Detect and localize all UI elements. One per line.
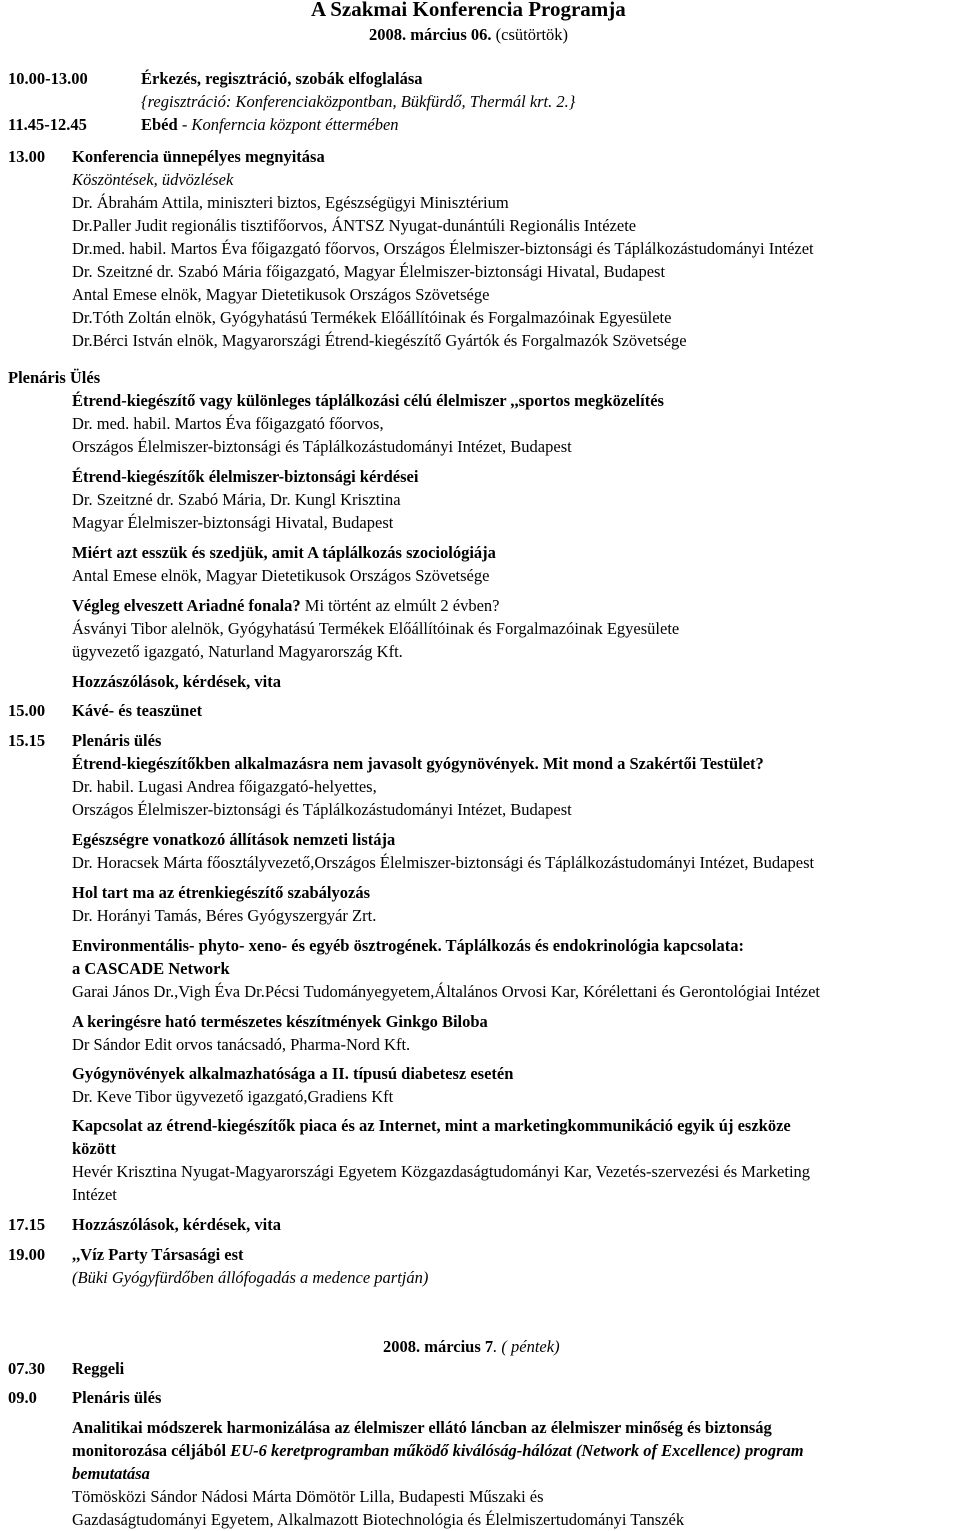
plenary-heading: Plenáris Ülés (8, 368, 101, 387)
day1-weekday: (csütörtök) (491, 25, 569, 44)
talk2-title: Étrend-kiegészítők élelmiszer-biztonsági kérdései (72, 467, 419, 486)
talk4-title-rest: Mi történt az elmúlt 2 évben? (300, 596, 500, 615)
talk11-speaker: Hevér Krisztina Nyugat-Magyarországi Egyetem Közgazdaságtudományi Kar, Vezetés-szervezési és Marketing (72, 1162, 811, 1181)
talk8-title-line2: a CASCADE Network (72, 959, 230, 978)
talk10-title: Gyógynövények alkalmazhatósága a II. típusú diabetesz esetén (72, 1064, 514, 1083)
day2-talk1-line2-italic: EU-6 keretprogramban működő kiválóság-hálózat (Network of Excellence) program (226, 1441, 804, 1460)
talk11-speaker-cont: Intézet (72, 1185, 117, 1204)
note-registration: {regisztráció: Konferenciaközpontban, Bükfürdő, Thermál krt. 2.} (141, 92, 576, 111)
item-arrival: Érkezés, regisztráció, szobák elfoglalása (141, 69, 423, 88)
talk10-speaker: Dr. Keve Tibor ügyvezető igazgató,Gradiens Kft (72, 1087, 394, 1106)
talk9-speaker: Dr Sándor Edit orvos tanácsadó, Pharma-Nord Kft. (72, 1035, 411, 1054)
speaker-1: Dr. Ábrahám Attila, miniszteri biztos, Egészségügyi Minisztérium (72, 193, 509, 212)
item-party: ,,Víz Party Társasági est (72, 1245, 244, 1264)
note-greetings: Köszöntések, üdvözlések (72, 170, 234, 189)
speaker-2: Dr.Paller Judit regionális tisztifőorvos, ÁNTSZ Nyugat-dunántúli Regionális Intézete (72, 216, 637, 235)
talk2-affiliation: Magyar Élelmiszer-biztonsági Hivatal, Budapest (72, 513, 394, 532)
day2-talk1-authors: Tömösközi Sándor Nádosi Márta Dömötör Lilla, Budapesti Műszaki és (72, 1487, 544, 1506)
talk1-affiliation: Országos Élelmiszer-biztonsági és Táplálkozástudományi Intézet, Budapest (72, 437, 572, 456)
talk6-speaker: Dr. Horacsek Márta főosztályvezető,Országos Élelmiszer-biztonsági és Táplálkozástudományi Intézet, Budapest (72, 853, 815, 872)
speaker-4: Dr. Szeitzné dr. Szabó Mária főigazgató, Magyar Élelmiszer-biztonsági Hivatal, Budapest (72, 262, 666, 281)
talk7-title: Hol tart ma az étrenkiegészítő szabályozás (72, 883, 370, 902)
note-party: (Büki Gyógyfürdőben állófogadás a medence partján) (72, 1268, 429, 1287)
item-breakfast: Reggeli (72, 1359, 125, 1378)
day2-talk1-line1: Analitikai módszerek harmonizálása az élelmiszer ellátó láncban az élelmiszer minőség és biztonság (72, 1418, 772, 1437)
day2-talk1-line2-bold: monitorozása céljából (72, 1441, 227, 1460)
talk3-title: Miért azt esszük és szedjük, amit A táplálkozás szociológiája (72, 543, 496, 562)
speaker-7: Dr.Bérci István elnök, Magyarországi Étrend-kiegészítő Gyártók és Forgalmazók Szövetsége (72, 331, 687, 350)
talk3-speaker: Antal Emese elnök, Magyar Dietetikusok Országos Szövetsége (72, 566, 490, 585)
speaker-5: Antal Emese elnök, Magyar Dietetikusok Országos Szövetsége (72, 285, 490, 304)
document-title: A Szakmai Konferencia Programja (311, 0, 626, 21)
talk8-title-line1: Environmentális- phyto- xeno- és egyéb ösztrogének. Táplálkozás és endokrinológia kapcsolata: (72, 936, 744, 955)
talk11-title-line1: Kapcsolat az étrend-kiegészítők piaca és az Internet, mint a marketingkommunikáció egyik új eszköze (72, 1116, 791, 1135)
talk4-title (72, 594, 500, 617)
talk4-affiliation: ügyvezető igazgató, Naturland Magyarország Kft. (72, 642, 403, 661)
time-coffee: 15.00 (8, 701, 46, 720)
day1-date-bold: 2008. március 06. (369, 25, 492, 44)
talk7-speaker: Dr. Horányi Tamás, Béres Gyógyszergyár Zrt. (72, 906, 377, 925)
item-coffee: Kávé- és teaszünet (72, 701, 203, 720)
day2-date-bold: 2008. március 7 (383, 1337, 494, 1356)
talk6-title: Egészségre vonatkozó állítások nemzeti listája (72, 830, 396, 849)
time-discussion-2: 17.15 (8, 1215, 46, 1234)
discussion-1: Hozzászólások, kérdések, vita (72, 672, 281, 691)
talk9-title: A keringésre ható természetes készítmények Ginkgo Biloba (72, 1012, 488, 1031)
time-opening: 13.00 (8, 147, 46, 166)
day2-weekday: . ( péntek) (493, 1337, 560, 1356)
day2-talk1-affiliation: Gazdaságtudományi Egyetem, Alkalmazott Biotechnológia és Élelmiszertudományi Tanszék (72, 1510, 685, 1529)
item-lunch (141, 113, 399, 136)
time-plenary-2: 15.15 (8, 731, 46, 750)
talk5-speaker: Dr. habil. Lugasi Andrea főigazgató-helyettes, (72, 777, 377, 796)
time-lunch: 11.45-12.45 (8, 115, 87, 134)
time-plenary-3: 09.0 (8, 1388, 37, 1407)
talk4-speaker: Ásványi Tibor alelnök, Gyógyhatású Termékek Előállítóinak és Forgalmazóinak Egyesülete (72, 619, 680, 638)
talk8-speaker: Garai János Dr.,Vigh Éva Dr.Pécsi Tudományegyetem,Általános Orvosi Kar, Kórélettani és Gerontológiai Intézet (72, 982, 821, 1001)
talk2-speaker: Dr. Szeitzné dr. Szabó Mária, Dr. Kungl Krisztina (72, 490, 401, 509)
lunch-location: - Konferncia központ éttermében (177, 115, 399, 134)
time-arrival: 10.00-13.00 (8, 69, 88, 88)
speaker-6: Dr.Tóth Zoltán elnök, Gyógyhatású Termékek Előállítóinak és Forgalmazóinak Egyesülete (72, 308, 672, 327)
talk1-title: Étrend-kiegészítő vagy különleges táplálkozási célú élelmiszer ,,sportos megközelítés (72, 391, 664, 410)
item-plenary-2: Plenáris ülés (72, 731, 162, 750)
speaker-3: Dr.med. habil. Martos Éva főigazgató főorvos, Országos Élelmiszer-biztonsági és Táplálkozástudományi Intézet (72, 239, 814, 258)
time-breakfast: 07.30 (8, 1359, 46, 1378)
day1-date (369, 23, 568, 46)
item-opening: Konferencia ünnepélyes megnyitása (72, 147, 325, 166)
day2-talk1-line2 (72, 1439, 804, 1462)
item-discussion-2: Hozzászólások, kérdések, vita (72, 1215, 281, 1234)
talk5-title: Étrend-kiegészítőkben alkalmazásra nem javasolt gyógynövények. Mit mond a Szakértői Testület? (72, 754, 764, 773)
lunch-label: Ebéd (141, 115, 178, 134)
talk5-affiliation: Országos Élelmiszer-biztonsági és Táplálkozástudományi Intézet, Budapest (72, 800, 572, 819)
talk11-title-line2: között (72, 1139, 116, 1158)
talk4-title-bold: Végleg elveszett Ariadné fonala? (72, 596, 301, 615)
time-party: 19.00 (8, 1245, 46, 1264)
day2-date (383, 1335, 560, 1358)
item-plenary-3: Plenáris ülés (72, 1388, 162, 1407)
talk1-speaker: Dr. med. habil. Martos Éva főigazgató főorvos, (72, 414, 384, 433)
day2-talk1-line3: bemutatása (72, 1464, 150, 1483)
